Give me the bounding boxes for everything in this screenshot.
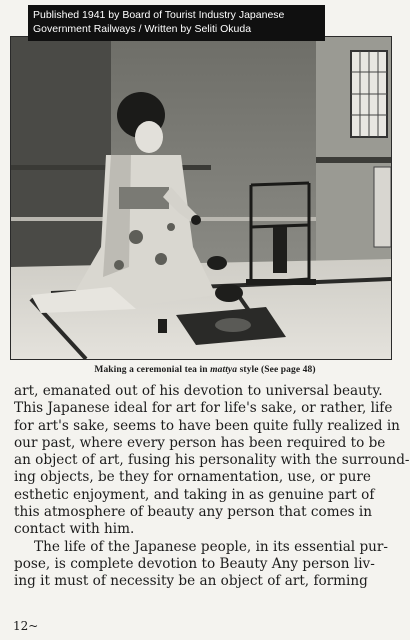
caption-italic: mattya — [210, 365, 238, 375]
text-line: our past, where every person has been required to be — [14, 434, 386, 451]
text-line: an object of art, fusing his personality with the surround- — [14, 452, 410, 469]
banner-line-1: Published 1941 by Board of Tourist Industry Japanese — [33, 9, 285, 21]
text-line: art, emanated out of his devotion to universal beauty. — [14, 383, 383, 399]
paragraph-2 — [14, 539, 392, 591]
photo-caption — [0, 365, 410, 375]
text-line: This Japanese ideal for art for life's sake, or rather, life — [14, 400, 393, 417]
caption-suffix: style (See page 48) — [237, 365, 316, 375]
paragraph-1 — [14, 383, 410, 539]
publication-banner — [28, 5, 325, 41]
text-line: pose, is complete devotion to Beauty Any person liv- — [14, 555, 375, 572]
page-number: 12~ — [13, 619, 39, 633]
text-line: esthetic enjoyment, and taking in as genuine part of — [14, 486, 375, 503]
text-line: this atmosphere of beauty any person that comes in — [14, 504, 373, 521]
text-line: ing it must of necessity be an object of art, forming — [14, 573, 368, 590]
photo-illustration — [11, 37, 391, 359]
text-line: contact with him. — [14, 521, 135, 538]
text-line: ing objects, be they for ornamentation, use, or pure — [14, 469, 371, 486]
caption-prefix: Making a ceremonial tea in — [94, 365, 211, 375]
banner-line-2: Government Railways / Written by Seliti Okuda — [33, 23, 252, 35]
text-line: for art's sake, seems to have been quite fully realized in — [14, 417, 400, 434]
tea-ceremony-photo — [10, 36, 392, 360]
text-line: The life of the Japanese people, in its essential pur- — [34, 538, 389, 555]
body-text — [14, 383, 410, 591]
